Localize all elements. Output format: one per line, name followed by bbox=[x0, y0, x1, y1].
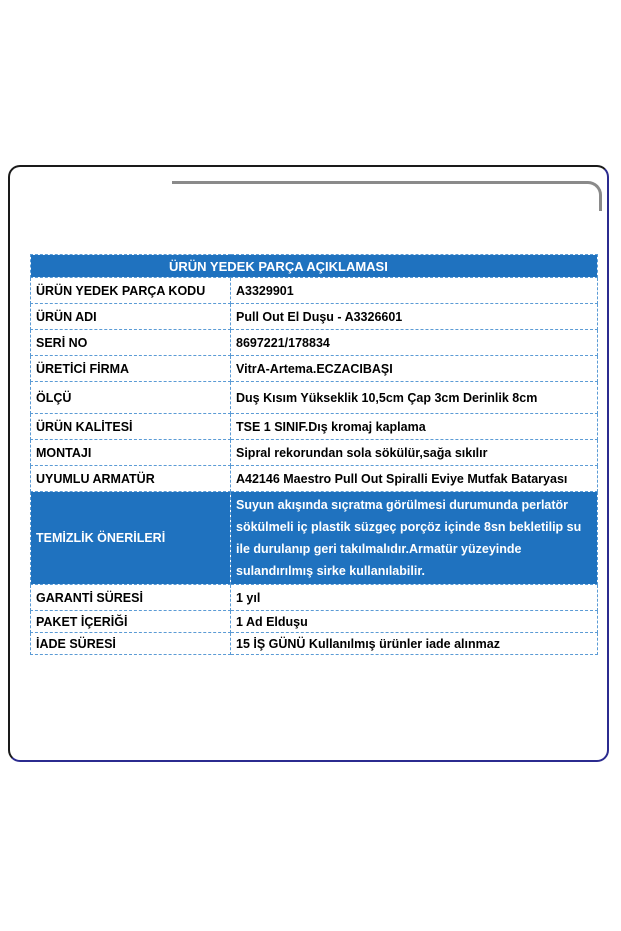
label-quality: ÜRÜN KALİTESİ bbox=[31, 414, 231, 440]
table-row-warranty bbox=[31, 585, 598, 611]
table-row-serial bbox=[31, 330, 598, 356]
label-product-name: ÜRÜN ADI bbox=[31, 304, 231, 330]
table-row-cleaning bbox=[31, 492, 598, 585]
label-package: PAKET İÇERİĞİ bbox=[31, 611, 231, 633]
table-row-compatible bbox=[31, 466, 598, 492]
table-title-row bbox=[31, 255, 598, 278]
value-dimensions: Duş Kısım Yükseklik 10,5cm Çap 3cm Derinlik 8cm bbox=[231, 382, 598, 414]
label-compatible: UYUMLU ARMATÜR bbox=[31, 466, 231, 492]
value-quality: TSE 1 SINIF.Dış kromaj kaplama bbox=[231, 414, 598, 440]
label-manufacturer: ÜRETİCİ FİRMA bbox=[31, 356, 231, 382]
value-package: 1 Ad Elduşu bbox=[231, 611, 598, 633]
table-row-package bbox=[31, 611, 598, 633]
value-mounting: Sipral rekorundan sola sökülür,sağa sıkılır bbox=[231, 440, 598, 466]
table-row-product-name bbox=[31, 304, 598, 330]
table-row-return bbox=[31, 633, 598, 655]
spare-part-table bbox=[30, 254, 598, 655]
value-cleaning: Suyun akışında sıçratma görülmesi durumunda perlatör sökülmeli iç plastik süzgeç porçöz içinde 8sn bekletilip su ile durulanıp geri takılmalıdır.Armatür yüzeyinde sulandırılmış sirke kullanılabilir. bbox=[231, 492, 598, 585]
table-row-part-code bbox=[31, 278, 598, 304]
value-product-name: Pull Out El Duşu - A3326601 bbox=[231, 304, 598, 330]
label-dimensions: ÖLÇÜ bbox=[31, 382, 231, 414]
label-return: İADE SÜRESİ bbox=[31, 633, 231, 655]
label-serial: SERİ NO bbox=[31, 330, 231, 356]
label-mounting: MONTAJI bbox=[31, 440, 231, 466]
table-title: ÜRÜN YEDEK PARÇA AÇIKLAMASI bbox=[31, 255, 598, 278]
value-manufacturer: VitrA-Artema.ECZACIBAŞI bbox=[231, 356, 598, 382]
table-row-mounting bbox=[31, 440, 598, 466]
label-warranty: GARANTİ SÜRESİ bbox=[31, 585, 231, 611]
value-serial: 8697221/178834 bbox=[231, 330, 598, 356]
table-row-dimensions bbox=[31, 382, 598, 414]
label-part-code: ÜRÜN YEDEK PARÇA KODU bbox=[31, 278, 231, 304]
value-part-code: A3329901 bbox=[231, 278, 598, 304]
value-warranty: 1 yıl bbox=[231, 585, 598, 611]
table-row-quality bbox=[31, 414, 598, 440]
label-cleaning: TEMİZLİK ÖNERİLERİ bbox=[31, 492, 231, 585]
decorative-line bbox=[172, 181, 602, 211]
table-row-manufacturer bbox=[31, 356, 598, 382]
value-return: 15 İŞ GÜNÜ Kullanılmış ürünler iade alınmaz bbox=[231, 633, 598, 655]
value-compatible: A42146 Maestro Pull Out Spiralli Eviye Mutfak Bataryası bbox=[231, 466, 598, 492]
